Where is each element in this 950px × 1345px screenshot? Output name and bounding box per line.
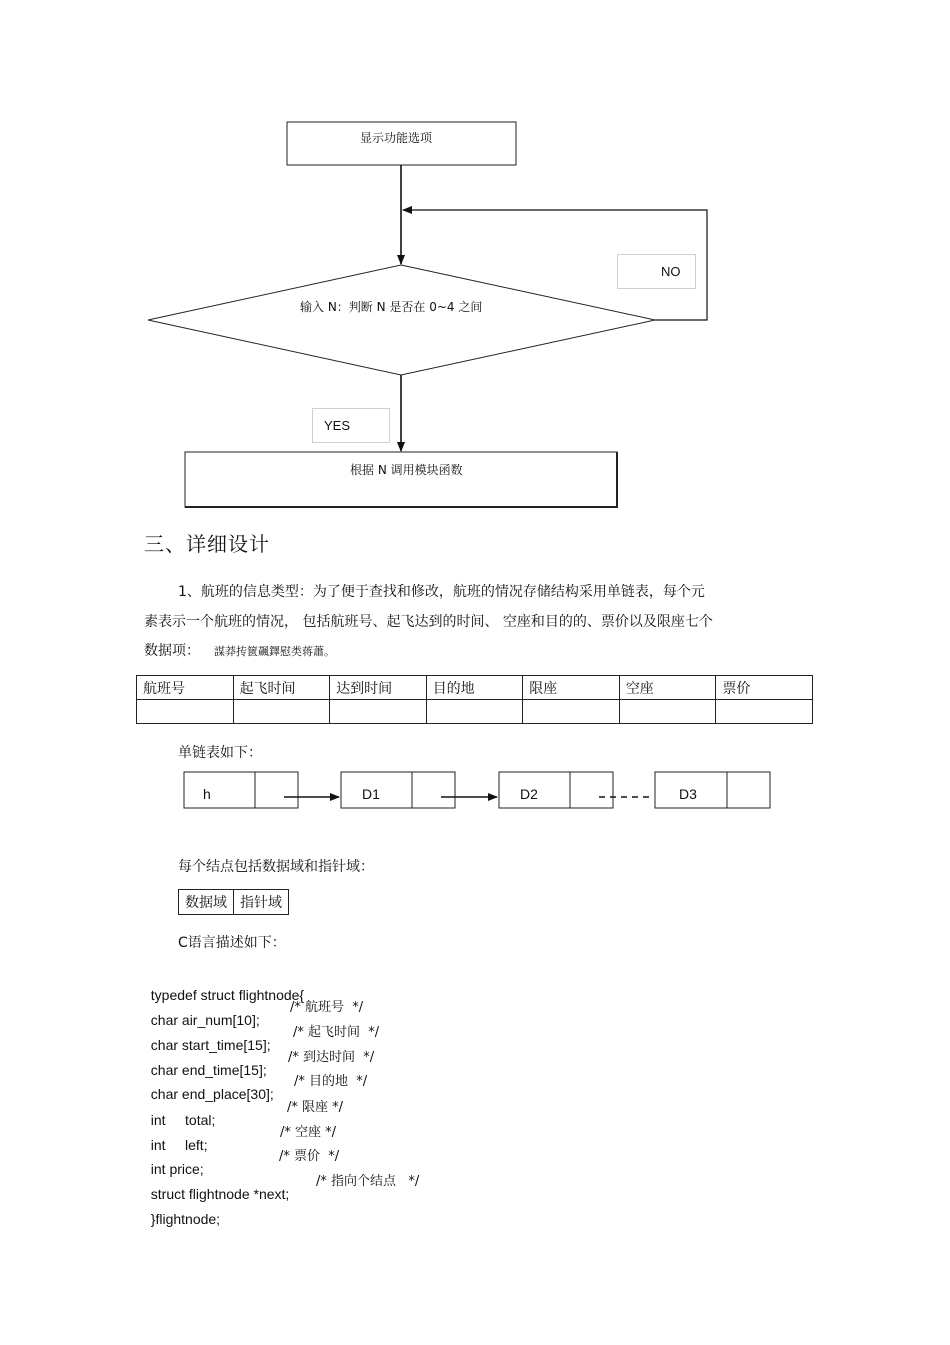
paragraph-line-3-text: 数据项： [144, 643, 200, 659]
table-cell [330, 700, 427, 724]
list-node-d3 [655, 772, 770, 808]
code-comment: /* 到达时间 */ [288, 1050, 375, 1065]
code-comment: /* 空座 */ [280, 1125, 337, 1140]
code-text: int left; [150, 1137, 208, 1153]
table-header-cell: 票价 [716, 676, 813, 700]
flight-fields-table [136, 675, 813, 724]
table-cell [233, 700, 330, 724]
code-text: char start_time[15]; [150, 1037, 271, 1053]
linked-list-diagram [0, 760, 950, 820]
list-node-h [184, 772, 298, 808]
code-text: }flightnode; [150, 1211, 221, 1227]
table-header-cell: 限座 [523, 676, 620, 700]
linked-list-caption: 单链表如下： [178, 745, 262, 761]
table-header-row [137, 676, 813, 700]
table-cell [716, 700, 813, 724]
table-cell [426, 700, 523, 724]
c-desc-caption: C语言描述如下： [178, 935, 286, 951]
flow-call-module-text: 根据 N 调用模块函数 [350, 463, 463, 477]
code-text: char air_num[10]; [150, 1012, 260, 1028]
table-header-cell: 空座 [619, 676, 716, 700]
code-comment: /* 目的地 */ [294, 1074, 368, 1089]
list-node-d2 [499, 772, 613, 808]
table-cell [137, 700, 234, 724]
paragraph-line-1: 1、航班的信息类型：为了便于查找和修改，航班的情况存储结构采用单链表，每个元 [178, 584, 705, 600]
code-text: char end_time[15]; [150, 1062, 267, 1078]
paragraph-line-2: 素表示一个航班的情况， 包括航班号、起飞达到的时间、 空座和目的的、票价以及限座七个 [144, 614, 713, 630]
flow-yes-label [312, 408, 390, 443]
code-comment: /* 航班号 */ [290, 1000, 364, 1015]
flow-decision-diamond [148, 265, 655, 375]
section-heading: 三、详细设计 [144, 532, 270, 556]
flow-no-label [617, 254, 696, 289]
list-node-d2-label: D2 [520, 786, 538, 802]
code-comment: /* 指向个结点 */ [316, 1174, 420, 1189]
table-header-cell: 目的地 [426, 676, 523, 700]
flow-no-text: NO [661, 264, 681, 279]
garbled-text: 謀莽抟篋飆鐸慰类蒋蕭。 [214, 645, 335, 658]
table-row [179, 890, 289, 915]
code-text: int price; [150, 1161, 204, 1177]
code-text: int total; [150, 1112, 216, 1128]
flow-yes-text: YES [324, 418, 351, 433]
flow-decision-text: 输入 N：判断 N 是否在 0~4 之间 [300, 300, 483, 314]
table-header-cell: 航班号 [137, 676, 234, 700]
pointer-field-cell: 指针域 [234, 890, 289, 915]
table-cell [523, 700, 620, 724]
code-comment: /* 限座 */ [287, 1100, 344, 1115]
code-text: struct flightnode *next; [150, 1186, 290, 1202]
table-header-cell: 达到时间 [330, 676, 427, 700]
table-cell [619, 700, 716, 724]
list-node-d1 [341, 772, 455, 808]
paragraph-line-3 [144, 640, 335, 660]
data-field-cell: 数据域 [179, 890, 234, 915]
list-node-d3-label: D3 [679, 786, 697, 802]
code-text: typedef struct flightnode{ [150, 987, 305, 1003]
flowchart [0, 0, 950, 520]
table-header-cell: 起飞时间 [233, 676, 330, 700]
code-text: char end_place[30]; [150, 1086, 274, 1102]
list-node-h-label: h [203, 786, 211, 802]
table-row [137, 700, 813, 724]
code-comment: /* 票价 */ [279, 1149, 340, 1164]
list-node-d1-label: D1 [362, 786, 380, 802]
code-comment: /* 起飞时间 */ [293, 1025, 380, 1040]
flow-display-options-text: 显示功能选项 [360, 131, 433, 145]
node-structure-table [178, 889, 289, 915]
code-line [143, 1195, 220, 1227]
node-desc-caption: 每个结点包括数据域和指针域： [178, 859, 374, 875]
